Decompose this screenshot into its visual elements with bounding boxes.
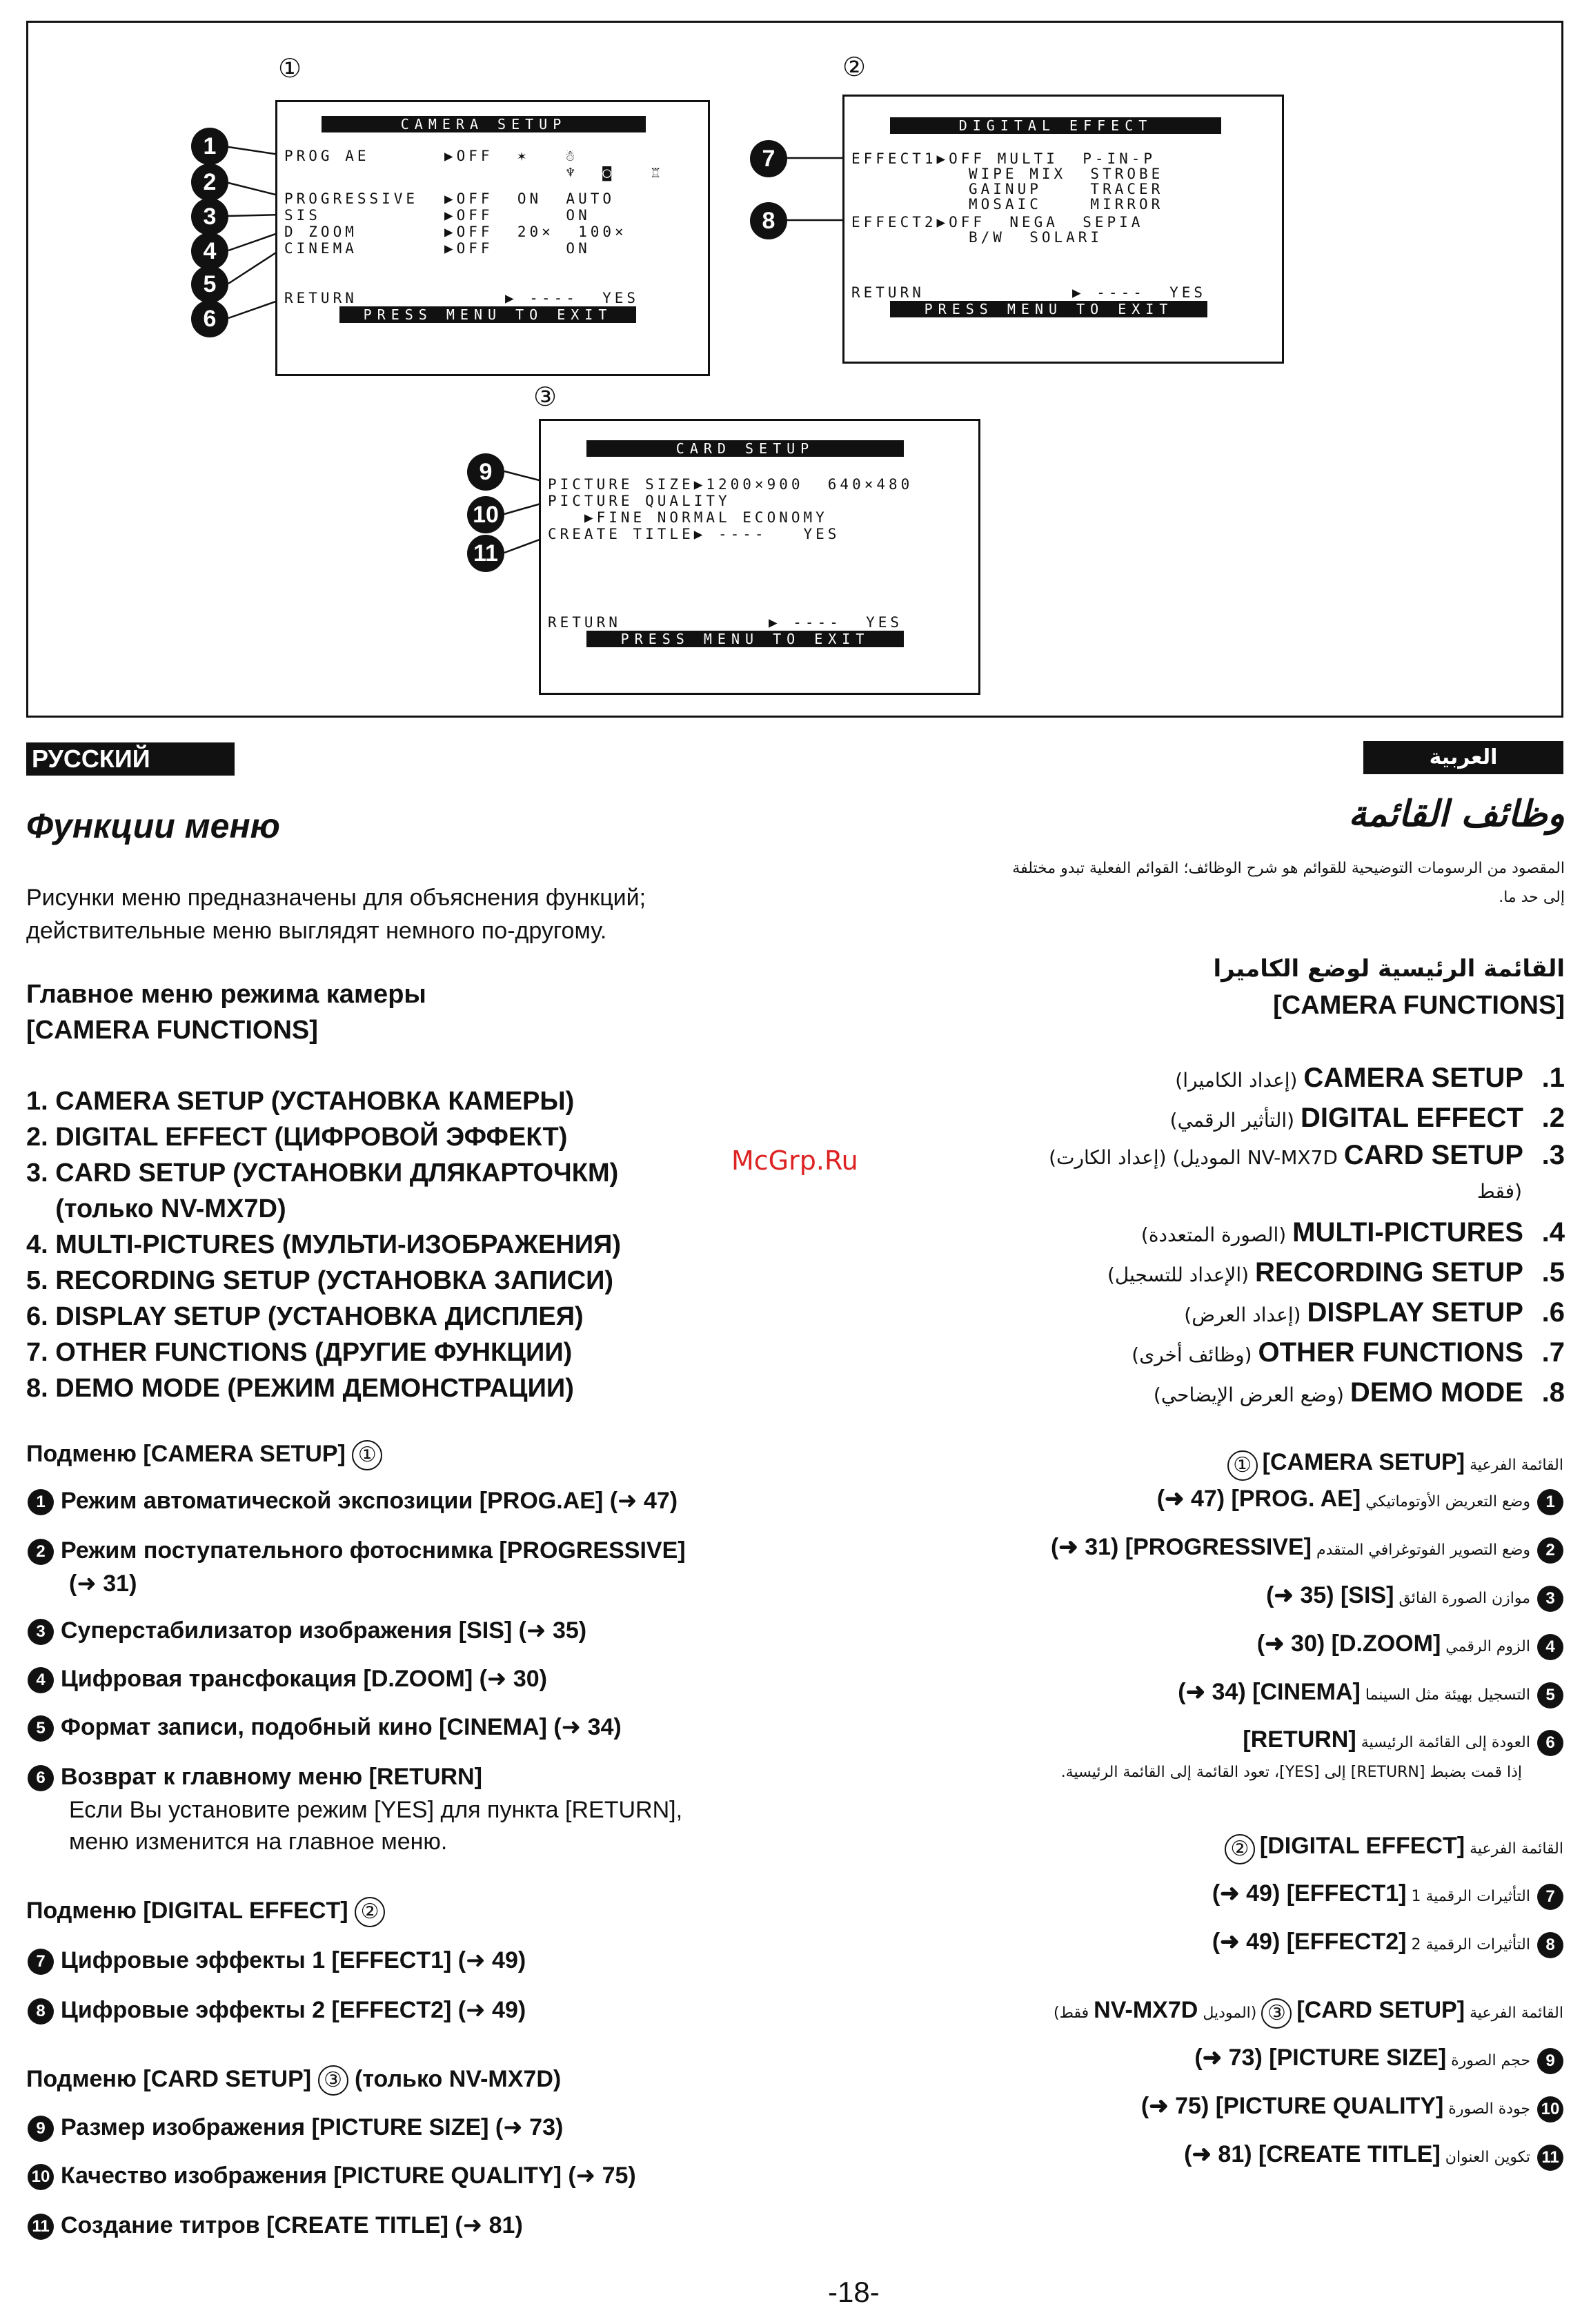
badge-6: 6: [191, 300, 228, 337]
ru-sub-camera: [26, 1438, 382, 1470]
ru-entry-2: [28, 1535, 686, 1566]
ar-entry-8-ar: التأثيرات الرقمية 2: [1411, 1936, 1530, 1953]
arabic-lang-tag: العربية: [1363, 741, 1563, 774]
ru-entry-7: [28, 1944, 526, 1976]
ru-badge-8: 8: [28, 1998, 54, 2025]
watermark: McGrp.Ru: [731, 1145, 858, 1176]
ar-entry-1: [1157, 1485, 1563, 1515]
page-number: -18-: [828, 2276, 880, 2308]
cam-row-cinema-label: CINEMA: [284, 240, 357, 257]
ar-entry-1-ar: وضع التعريض الأوتوماتيكي: [1365, 1493, 1530, 1510]
ar-item-3-en: CARD SETUP: [1343, 1140, 1523, 1170]
ar-badge-4: 4: [1537, 1634, 1563, 1660]
ru-item-multi-pictures: 4. MULTI-PICTURES (МУЛЬТИ-ИЗОБРАЖЕНИЯ): [26, 1230, 622, 1259]
ar-item-3-note: فقط): [1476, 1180, 1522, 1203]
ar-item-8-num: .8: [1541, 1377, 1565, 1408]
card-row-3: ▶FINE NORMAL ECONOMY: [548, 509, 828, 526]
badge-9: 9: [467, 453, 504, 491]
ar-item-4-num: .4: [1541, 1217, 1565, 1248]
ar-return-note: إذا قمت بضبط [RETURN] إلى [YES]، تعود القائمة إلى القائمة الرئيسية.: [1060, 1764, 1522, 1781]
ar-item-7: [1132, 1337, 1565, 1368]
ru-intro-1: Рисунки меню предназначены для объяснения функций;: [26, 885, 646, 911]
ar-entry-5: [1178, 1678, 1563, 1708]
ar-sub-card: [1054, 1997, 1563, 2029]
ar-item-5-en: RECORDING SETUP: [1255, 1257, 1523, 1288]
badge-10: 10: [467, 496, 504, 533]
ar-entry-1-en: [PROG. AE] (47 ➜): [1156, 1486, 1361, 1512]
ar-item-3-num: .3: [1541, 1140, 1565, 1170]
ar-item-1-num: .1: [1541, 1063, 1565, 1093]
ar-badge-10: 10: [1537, 2096, 1563, 2123]
camera-setup-title: CAMERA SETUP: [322, 116, 646, 132]
ru-entry-10-text: Качество изображения [PICTURE QUALITY] (➜ 75): [61, 2163, 636, 2189]
ar-item-1-ar: (إعداد الكاميرا): [1175, 1069, 1298, 1092]
ru-item-digital-effect: 2. DIGITAL EFFECT (ЦИФРОВОЙ ЭФФЕКТ): [26, 1123, 568, 1152]
digital-effect-title: DIGITAL EFFECT: [890, 117, 1221, 134]
russian-lang-tag: РУССКИЙ ЯЗЫК: [26, 742, 235, 776]
ru-badge-1: 1: [28, 1489, 54, 1515]
card-row-4: CREATE TITLE▶ ---- YES: [548, 526, 840, 542]
ar-entry-11: [1184, 2140, 1563, 2171]
ar-intro-1: المقصود من الرسومات التوضيحية للقوائم هو شرح الوظائف؛ القوائم الفعلية تبدو مختلفة: [1012, 860, 1565, 877]
ru-intro-2: действительные меню выглядят немного по-другому.: [26, 918, 607, 944]
digital-effect-screen: [842, 95, 1284, 364]
ru-entry-2-ref: (➜ 31): [69, 1570, 137, 1597]
badge-8: 8: [750, 202, 787, 239]
arabic-title: وظائف القائمة: [1348, 794, 1565, 835]
effect1-row-3: MOSAIC MIRROR: [969, 196, 1164, 213]
ar-item-3: [1049, 1140, 1565, 1171]
ru-entry-8-text: Цифровые эффекты 2 [EFFECT2] (➜ 49): [61, 1997, 526, 2023]
ar-item-6-en: DISPLAY SETUP: [1307, 1297, 1523, 1328]
badge-11: 11: [467, 535, 504, 572]
ar-item-1: [1175, 1063, 1565, 1094]
ru-item-display-setup: 6. DISPLAY SETUP (УСТАНОВКА ДИСПЛЕЯ): [26, 1302, 584, 1331]
ru-sub-digital: [26, 1895, 385, 1927]
ar-item-8: [1154, 1377, 1565, 1408]
ru-entry-2-text: Режим поступательного фотоснимка [PROGRESSIVE]: [61, 1537, 686, 1564]
ar-entry-8: [1212, 1928, 1563, 1958]
ar-item-7-ar: (وظائف أخرى): [1132, 1343, 1252, 1366]
ar-badge-2: 2: [1537, 1537, 1563, 1564]
ru-return-note-1: Если Вы установите режим [YES] для пункта [RETURN],: [69, 1797, 683, 1823]
cam-row-dzoom-value: ▶OFF 20× 100×: [444, 224, 627, 240]
ru-entry-9-text: Размер изображения [PICTURE SIZE] (➜ 73): [61, 2114, 564, 2140]
cam-row-prog-label: PROG AE: [284, 148, 370, 164]
ar-sub-card-model: NV-MX7D: [1094, 1997, 1198, 2023]
badge-3: 3: [191, 198, 228, 235]
ru-badge-11: 11: [28, 2214, 54, 2240]
ru-entry-6-text: Возврат к главному меню [RETURN]: [61, 1764, 482, 1790]
ar-item-5-ar: (الإعداد للتسجيل): [1107, 1263, 1249, 1286]
ar-entry-3-en: [SIS] (35 ➜): [1266, 1582, 1394, 1608]
de-return-value: ▶ ---- YES: [1072, 284, 1207, 301]
ar-item-4: [1141, 1217, 1565, 1248]
ar-badge-5: 5: [1537, 1682, 1563, 1708]
ar-entry-10-ar: جودة الصورة: [1448, 2100, 1530, 2118]
ar-sub-digital-circle: ②: [1225, 1834, 1255, 1864]
card-footer: PRESS MENU TO EXIT: [586, 631, 904, 647]
ar-entry-9-en: [PICTURE SIZE] (73 ➜): [1194, 2045, 1447, 2071]
ru-entry-4-text: Цифровая трансфокация [D.ZOOM] (➜ 30): [61, 1666, 548, 1692]
ar-sub-camera-ar: القائمة الفرعية: [1470, 1457, 1563, 1474]
diagram-label-2: ②: [842, 52, 867, 82]
camera-setup-screen: [275, 100, 710, 376]
ar-entry-9-ar: حجم الصورة: [1451, 2052, 1530, 2069]
ar-entry-5-ar: التسجيل بهيئة مثل السينما: [1365, 1686, 1530, 1704]
ru-entry-3-text: Суперстабилизатор изображения [SIS] (➜ 35): [61, 1617, 587, 1644]
ru-sub-digital-circle: ②: [355, 1897, 385, 1927]
ar-item-5-num: .5: [1541, 1257, 1565, 1288]
ar-item-8-en: DEMO MODE: [1350, 1377, 1523, 1408]
ru-entry-9: [28, 2111, 563, 2143]
ar-sub-camera-en: [CAMERA SETUP]: [1262, 1449, 1465, 1475]
ar-sub-digital-ar: القائمة الفرعية: [1470, 1840, 1563, 1858]
ar-item-4-en: MULTI-PICTURES: [1292, 1217, 1523, 1248]
ar-item-8-ar: (وضع العرض الإيضاحي): [1153, 1383, 1344, 1406]
ar-item-6-ar: (إعداد العرض): [1184, 1303, 1301, 1326]
ru-badge-5: 5: [28, 1715, 54, 1742]
ru-badge-10: 10: [28, 2164, 54, 2190]
ru-sub-card: [26, 2063, 561, 2096]
ar-entry-8-en: [EFFECT2] (49 ➜): [1212, 1929, 1407, 1955]
ru-entry-3: [28, 1615, 586, 1646]
ru-entry-4: [28, 1663, 547, 1695]
cam-footer: PRESS MENU TO EXIT: [339, 306, 636, 323]
ar-item-2: [1170, 1103, 1565, 1134]
cam-row-cinema-value: ▶OFF ON: [444, 240, 591, 257]
card-return-label: RETURN: [548, 614, 621, 631]
menu-diagram-frame: [26, 21, 1563, 718]
ru-sub-camera-label: Подменю [CAMERA SETUP]: [26, 1441, 346, 1467]
ar-entry-2-ar: وضع التصوير الفوتوغرافي المتقدم: [1316, 1542, 1530, 1559]
effect1-row-1: WIPE MIX STROBE: [969, 166, 1164, 182]
ar-entry-4-ar: الزوم الرقمي: [1445, 1638, 1530, 1655]
cam-row-progressive-value: ▶OFF ON AUTO: [444, 190, 615, 207]
ar-main-menu-2: [CAMERA FUNCTIONS]: [1273, 991, 1565, 1020]
ar-item-6-num: .6: [1541, 1297, 1565, 1328]
cam-row-prog-value: ▶OFF ✶ ☃: [444, 148, 579, 164]
ar-entry-11-en: [CREATE TITLE] (81 ➜): [1184, 2141, 1441, 2167]
ar-badge-6: 6: [1537, 1730, 1563, 1756]
effect1-row-2: GAINUP TRACER: [969, 181, 1164, 197]
card-setup-title: CARD SETUP: [586, 440, 904, 457]
cam-row-progressive-label: PROGRESSIVE: [284, 190, 419, 207]
ar-sub-camera-circle: ①: [1227, 1450, 1258, 1481]
ar-item-2-num: .2: [1541, 1103, 1565, 1133]
ar-sub-card-circle: ③: [1261, 1998, 1292, 2029]
ru-entry-6: [28, 1761, 482, 1793]
ru-entry-11: [28, 2209, 523, 2241]
ar-sub-digital-en: [DIGITAL EFFECT]: [1259, 1833, 1465, 1859]
ru-entry-5-text: Формат записи, подобный кино [CINEMA] (➜ 34): [61, 1714, 622, 1740]
cam-return-value: ▶ ---- YES: [505, 290, 640, 306]
ru-return-note-2: меню изменится на главное меню.: [69, 1829, 448, 1855]
badge-4: 4: [191, 233, 228, 270]
ru-main-menu-1: Главное меню режима камеры: [26, 980, 426, 1009]
cam-row-prog-icons: ♆ ◙ ♖: [444, 164, 664, 181]
ru-entry-11-text: Создание титров [CREATE TITLE] (➜ 81): [61, 2212, 523, 2238]
ru-sub-card-label: Подменю [CARD SETUP]: [26, 2066, 312, 2092]
ar-badge-3: 3: [1537, 1586, 1563, 1612]
ar-entry-10: [1141, 2092, 1563, 2123]
ru-sub-card-suffix: (только NV-MX7D): [355, 2066, 562, 2092]
ru-badge-4: 4: [28, 1667, 54, 1693]
diagram-label-1: ①: [278, 53, 302, 83]
ar-entry-3-ar: موازن الصورة الفائق: [1399, 1590, 1530, 1607]
ar-item-5: [1107, 1257, 1565, 1288]
ar-item-2-en: DIGITAL EFFECT: [1300, 1103, 1523, 1133]
ru-item-card-setup-note: (только NV-MX7D): [26, 1194, 286, 1223]
ru-item-card-setup: 3. CARD SETUP (УСТАНОВКИ ДЛЯКАРТОЧКМ): [26, 1159, 619, 1188]
ar-entry-2-en: [PROGRESSIVE] (31 ➜): [1050, 1534, 1312, 1560]
ar-entry-9: [1194, 2044, 1563, 2074]
ru-entry-10: [28, 2160, 636, 2192]
effect2-label: EFFECT2▶OFF NEGA SEPIA: [851, 214, 1144, 230]
ru-badge-6: 6: [28, 1765, 54, 1791]
ar-item-7-num: .7: [1541, 1337, 1565, 1368]
ar-badge-9: 9: [1537, 2048, 1563, 2074]
ru-sub-digital-label: Подменю [DIGITAL EFFECT]: [26, 1898, 348, 1924]
card-return-value: ▶ ---- YES: [769, 614, 903, 631]
ar-entry-11-ar: تكوين العنوان: [1445, 2149, 1530, 2166]
ar-sub-camera: [1227, 1449, 1563, 1481]
ar-sub-card-ar: القائمة الفرعية: [1470, 2005, 1563, 2022]
ar-sub-card-only: فقط): [1054, 2005, 1089, 2022]
ar-entry-6-en: [RETURN]: [1243, 1726, 1356, 1753]
de-footer: PRESS MENU TO EXIT: [890, 301, 1207, 317]
ru-entry-5: [28, 1711, 622, 1743]
ru-entry-7-text: Цифровые эффекты 1 [EFFECT1] (➜ 49): [61, 1947, 526, 1973]
ru-badge-9: 9: [28, 2116, 54, 2142]
ru-item-other-functions: 7. OTHER FUNCTIONS (ДРУГИЕ ФУНКЦИИ): [26, 1338, 573, 1367]
ar-entry-6: [1243, 1726, 1563, 1756]
ru-sub-card-circle: ③: [318, 2065, 348, 2096]
ru-sub-camera-circle: ①: [352, 1440, 382, 1470]
ar-entry-7-en: [EFFECT1] (49 ➜): [1212, 1880, 1407, 1907]
ar-entry-6-ar: العودة إلى القائمة الرئيسية: [1361, 1734, 1530, 1751]
card-row-1: PICTURE SIZE▶1200×900 640×480: [548, 476, 913, 493]
ar-badge-11: 11: [1537, 2145, 1563, 2171]
badge-5: 5: [191, 266, 228, 303]
ar-entry-4: [1257, 1630, 1563, 1660]
ar-entry-7-ar: التأثيرات الرقمية 1: [1411, 1888, 1530, 1905]
badge-2: 2: [191, 164, 228, 201]
ar-entry-7: [1212, 1880, 1563, 1910]
ru-main-menu-2: [CAMERA FUNCTIONS]: [26, 1016, 318, 1045]
ar-badge-1: 1: [1537, 1489, 1563, 1515]
ar-sub-digital: [1225, 1833, 1563, 1864]
ar-entry-2: [1051, 1533, 1563, 1564]
ar-entry-10-en: [PICTURE QUALITY] (75 ➜): [1140, 2093, 1444, 2119]
ar-badge-7: 7: [1537, 1884, 1563, 1910]
ar-item-2-ar: (التأثير الرقمي): [1169, 1109, 1295, 1132]
ar-item-3-ar: (إعداد الكارت) (الموديل NV-MX7D: [1049, 1146, 1338, 1169]
cam-return-label: RETURN: [284, 290, 357, 306]
cam-row-sis-value: ▶OFF ON: [444, 207, 591, 224]
ru-entry-1: [28, 1485, 678, 1517]
ar-main-menu-1: القائمة الرئيسية لوضع الكاميرا: [1213, 955, 1565, 983]
diagram-label-3: ③: [533, 382, 557, 412]
ru-item-demo-mode: 8. DEMO MODE (РЕЖИМ ДЕМОНСТРАЦИИ): [26, 1374, 574, 1403]
ru-badge-3: 3: [28, 1619, 54, 1645]
ar-entry-3: [1266, 1582, 1563, 1612]
ar-item-4-ar: (الصورة المتعددة): [1140, 1223, 1287, 1246]
ru-item-camera-setup: 1. CAMERA SETUP (УСТАНОВКА КАМЕРЫ): [26, 1087, 575, 1116]
ru-entry-8: [28, 1994, 526, 2026]
cam-row-dzoom-label: D ZOOM: [284, 224, 357, 240]
badge-1: 1: [191, 128, 228, 165]
ar-entry-4-en: [D.ZOOM] (30 ➜): [1256, 1631, 1441, 1657]
ru-badge-2: 2: [28, 1539, 54, 1565]
ar-sub-card-en: [CARD SETUP]: [1296, 1997, 1465, 2023]
ar-badge-8: 8: [1537, 1932, 1563, 1958]
card-setup-screen: [539, 419, 980, 695]
effect2-row-1: B/W SOLARI: [969, 229, 1103, 246]
ar-item-1-en: CAMERA SETUP: [1303, 1063, 1523, 1093]
ru-item-recording-setup: 5. RECORDING SETUP (УСТАНОВКА ЗАПИСИ): [26, 1266, 614, 1295]
ar-intro-2: إلى حد ما.: [1499, 889, 1565, 906]
cam-row-sis-label: SIS: [284, 207, 321, 224]
ru-entry-1-text: Режим автоматической экспозиции [PROG.AE] (➜ 47): [61, 1488, 678, 1514]
ar-item-6: [1184, 1297, 1565, 1328]
badge-7: 7: [750, 140, 787, 177]
effect1-label: EFFECT1▶OFF MULTI P-IN-P: [851, 150, 1156, 167]
de-return-label: RETURN: [851, 284, 925, 301]
card-row-2: PICTURE QUALITY: [548, 493, 731, 509]
ar-entry-5-en: [CINEMA] (34 ➜): [1178, 1679, 1361, 1705]
russian-title: Функции меню: [26, 807, 280, 845]
ar-sub-card-suffix: (الموديل: [1203, 2005, 1257, 2022]
ru-badge-7: 7: [28, 1949, 54, 1975]
ar-item-7-en: OTHER FUNCTIONS: [1258, 1337, 1523, 1368]
